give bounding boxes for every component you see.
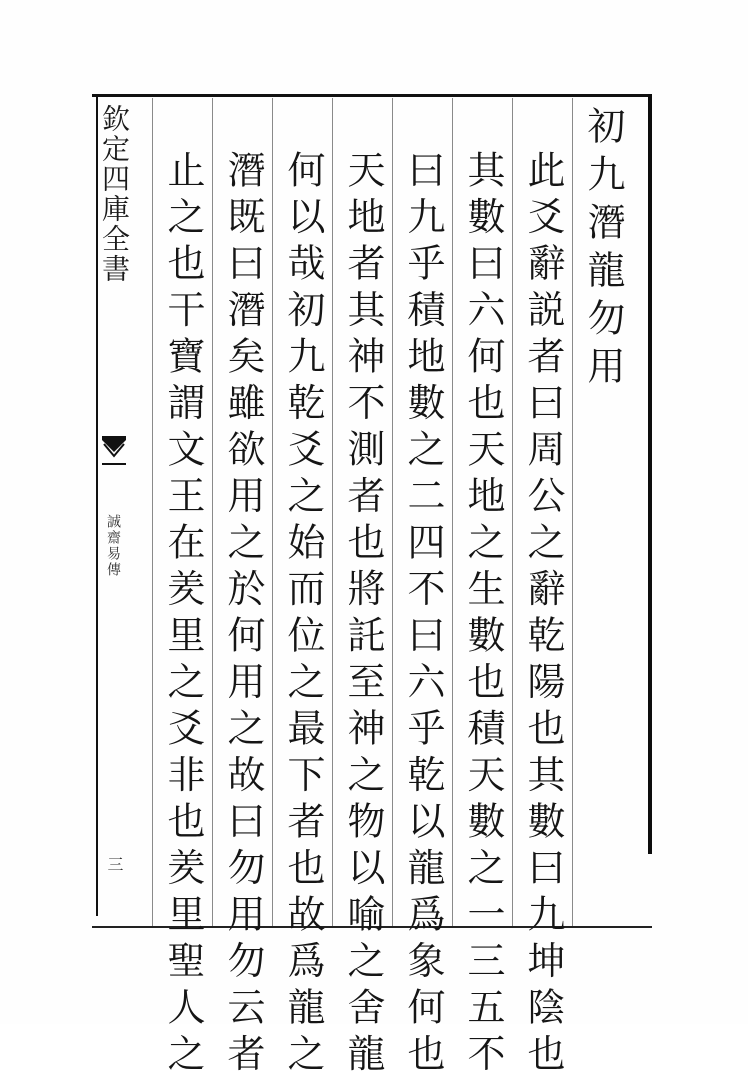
collection-title: 欽定四庫全書 — [98, 104, 131, 284]
column-divider — [452, 98, 453, 926]
column-divider — [392, 98, 393, 926]
page-number: 三 — [105, 856, 124, 872]
column-divider — [152, 98, 153, 926]
text-column-6: 潛既曰潛矣雖欲用之於何用之故曰勿用勿云者 — [221, 150, 265, 1080]
text-column-7: 止之也干寶謂文王在羑里之爻非也羑里聖人之 — [161, 150, 205, 1080]
text-column-1: 此爻辭説者曰周公之辭乾陽也其數曰九坤陰也 — [521, 150, 565, 1080]
column-divider — [512, 98, 513, 926]
text-column-5: 何以哉初九乾爻之始而位之最下者也故爲龍之 — [281, 150, 325, 1080]
frame-right-border — [648, 94, 652, 854]
book-title: 誠齋易傳 — [105, 514, 121, 578]
column-divider — [332, 98, 333, 926]
text-column-2: 其數曰六何也天地之生數也積天數之一三五不 — [461, 150, 505, 1080]
column-divider — [572, 98, 573, 926]
text-column-4: 天地者其神不測者也將託至神之物以喻之舍龍 — [341, 150, 385, 1080]
column-divider — [272, 98, 273, 926]
frame-top-border — [92, 94, 652, 97]
section-heading: 初九潛龍勿用 — [581, 106, 625, 394]
text-column-3: 曰九乎積地數之二四不曰六乎乾以龍爲象何也 — [401, 150, 445, 1080]
column-divider — [212, 98, 213, 926]
